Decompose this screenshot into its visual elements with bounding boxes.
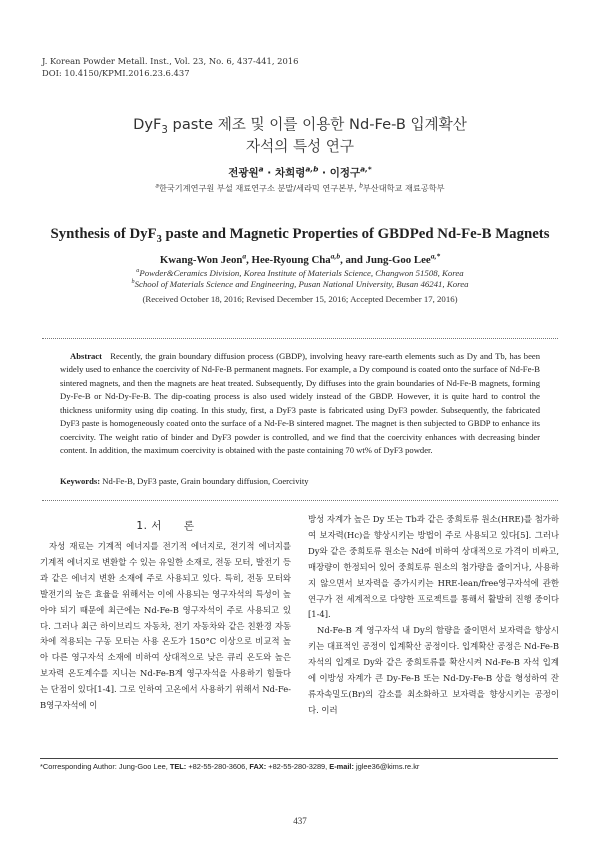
journal-header <box>42 56 298 79</box>
en-affil-a-sup: a <box>136 268 140 275</box>
footnote-name: Jung-Goo Lee, <box>118 762 170 771</box>
kr-author-1-sup: a <box>258 164 264 174</box>
body-right-paragraph-1: 방성 자계가 높은 Dy 또는 Tb과 같은 중희토류 원소(HRE)를 첨가하여 보자력(Hc)을 향상시키는 방법이 주로 사용되고 있다[5]. 그러나 Dy와 같은 중희토류 원소는 Nd에 비하여 상대적으로 가격이 비싸고, 매장량이 한정되어 있어 중희토류 원소의 첨가량을 줄이거나, 사용하지 않으면서 보자력을 증가시키는 HRE-lean/free영구자석에 관한 연구가 전 세계적으로 다양한 프로젝트를 통해서 활발히 진행 중이다[1-4]. <box>308 514 559 620</box>
footnote-fax-label: FAX: <box>249 762 269 771</box>
body-right-column <box>308 512 559 719</box>
kr-affil-a: 한국기계연구원 부설 재료연구소 분말/세라믹 연구본부, <box>158 183 360 193</box>
kr-author-2-sup: a,b <box>305 164 319 174</box>
abstract-text: Recently, the grain boundary diffusion process (GBDP), involving heavy rare-earth elements such as Dy and Tb, has been widely used to enhance the coercivity of Nd-Fe-B permanent magnets. For example, a Dy compound is coated onto the surface of Nd-Fe-B sintered magnets, and then the magnets are heat treated. Subsequently, Dy diffuses into the grain boundaries of Nd-Fe-B magnets, forming Dy-Fe-B or Nd-Dy-Fe-B. The dip-coating process is also used widely instead of the GBDP. However, it is quite hard to control the thickness uniformity using dip coating. In this study, first, a DyF3 paste is fabricated using DyF3 powder. Subsequently, the fabricated DyF3 paste is homogeneously coated onto the surface of a Nd-Fe-B sintered magnet. The magnet is then subjected to GBDP to enhance its coercivity. The weight ratio of binder and DyF3 powder is controlled, and we find that the coercivity enhances with decreasing binder content. In addition, the maximum coercivity is obtained with the paste containing 70 wt% of DyF3 powder. <box>60 351 540 456</box>
footnote-tel-label: TEL: <box>169 762 189 771</box>
en-author-1-sup: a <box>242 251 247 261</box>
footnote-email-label: E-mail: <box>329 762 356 771</box>
kr-affil-b: 부산대학교 재료공학부 <box>362 183 445 193</box>
korean-title-pre: DyF <box>133 116 162 133</box>
corresponding-author-footnote <box>40 762 419 771</box>
en-affil-a: Powder&Ceramics Division, Korea Institute of Materials Science, Changwon 51508, Korea <box>139 268 464 278</box>
english-title <box>0 226 600 243</box>
received-dates: (Received October 18, 2016; Revised December 15, 2016; Accepted December 17, 2016) <box>142 294 458 304</box>
section-1-title: 1. 서 론 <box>136 520 195 532</box>
kr-affil-a-sup: a <box>155 183 159 190</box>
kr-author-sep-1: · <box>263 167 275 179</box>
kr-author-1: 전광원 <box>228 167 259 179</box>
en-author-3-prefix: , and <box>340 254 366 266</box>
korean-title-post: paste 제조 및 이를 이용한 Nd-Fe-B 입계확산 <box>167 116 467 133</box>
footnote-email[interactable]: jglee36@kims.re.kr <box>355 762 420 771</box>
korean-title <box>0 114 600 158</box>
abstract <box>60 350 540 458</box>
en-title-pre: Synthesis of DyF <box>50 226 157 242</box>
english-affiliations <box>0 268 600 291</box>
divider-top <box>42 338 558 339</box>
body-left-column <box>40 519 291 714</box>
korean-authors <box>0 165 600 180</box>
en-affil-b-sup: b <box>131 279 135 286</box>
kr-author-2: 차희령 <box>274 167 306 179</box>
english-authors: Kwang-Won Jeon$^a$, Hee-Ryoung Cha$^{a,b}$, and Jung-Goo Lee$^{a,*}$ <box>159 251 441 266</box>
kr-author-3: 이정구 <box>329 167 361 179</box>
en-title-sub: 3 <box>156 233 162 245</box>
journal-citation: J. Korean Powder Metall. Inst., Vol. 23, No. 6, 437-441, 2016 <box>42 56 299 66</box>
en-title-post: paste and Magnetic Properties of GBDPed Nd-Fe-B Magnets <box>161 226 550 242</box>
kr-author-sep-2: · <box>318 167 330 179</box>
keywords <box>60 476 540 486</box>
divider-bottom <box>42 500 558 501</box>
en-author-3: Jung-Goo Lee <box>365 254 431 266</box>
keywords-text: Nd-Fe-B, DyF3 paste, Grain boundary diffusion, Coercivity <box>102 476 309 486</box>
page-number: 437 <box>293 816 307 826</box>
en-author-3-sup: a,* <box>430 251 441 261</box>
korean-affiliations <box>0 183 600 194</box>
en-affil-b: School of Materials Science and Engineering, Pusan National University, Busan 46241, Korea <box>134 279 469 290</box>
en-author-2: Hee-Ryoung Cha <box>251 254 331 266</box>
body-left-paragraph: 자성 재료는 기계적 에너지를 전기적 에너지로, 전기적 에너지를 기계적 에너지로 변환할 수 있는 유일한 소재로, 전동 모터, 발전기 등과 같은 에너지 변환 소재에 주로 사용되고 있다. 특히, 전동 모터와 발전기의 높은 효율을 위해서는 이에 사용되는 영구자석의 특성이 높아야 되기 때문에 최근에는 Nd-Fe-B 영구자석이 주로 사용되고 있다. 그러나 최근 하이브리드 자동차, 전기 자동차와 같은 친환경 자동차에 적용되는 구동 모터는 사용 온도가 150°C 이상으로 비교적 높아 다른 영구자석 소재에 비하여 상대적으로 낮은 큐리 온도와 높은 보자력 온도계수를 지니는 Nd-Fe-B계 영구자석을 사용하기 힘들다는 단점이 있다[1-4]. 그로 인하여 고온에서 사용하기 위해서 Nd-Fe-B영구자석에 이 <box>40 541 291 711</box>
kr-affil-b-sup: b <box>359 183 363 190</box>
kr-author-3-sup: a,* <box>360 164 372 174</box>
footnote-tel: +82-55-280-3606, <box>188 762 250 771</box>
en-author-1: Kwang-Won Jeon <box>159 254 243 266</box>
footnote-label: *Corresponding Author: <box>40 762 119 771</box>
en-author-2-sup: a,b <box>330 251 341 261</box>
abstract-label: Abstract <box>70 351 102 361</box>
footnote-rule <box>40 758 558 759</box>
body-right-paragraph-2: Nd-Fe-B 계 영구자석 내 Dy의 함량을 줄이면서 보자력을 향상시키는 대표적인 공정이 입계확산 공정이다. 입계확산 공정은 Nd-Fe-B 자석의 입계로 Dy와 같은 중희토류를 확산시켜 Nd-Fe-B 자석 입계에 이방성 자계가 큰 Dy-Fe-B 또는 Nd-Dy-Fe-B 상을 형성하여 잔류자속밀도(Br)의 감소를 최소화하고 보자력을 향상시키는 공정이다. 이러 <box>308 625 559 715</box>
doi: DOI: 10.4150/KPMI.2016.23.6.437 <box>42 67 190 78</box>
footnote-fax: +82-55-280-3289, <box>268 762 330 771</box>
korean-title-line2: 자석의 특성 연구 <box>246 138 354 155</box>
korean-title-sub: 3 <box>161 124 168 136</box>
keywords-label: Keywords: <box>60 476 101 486</box>
